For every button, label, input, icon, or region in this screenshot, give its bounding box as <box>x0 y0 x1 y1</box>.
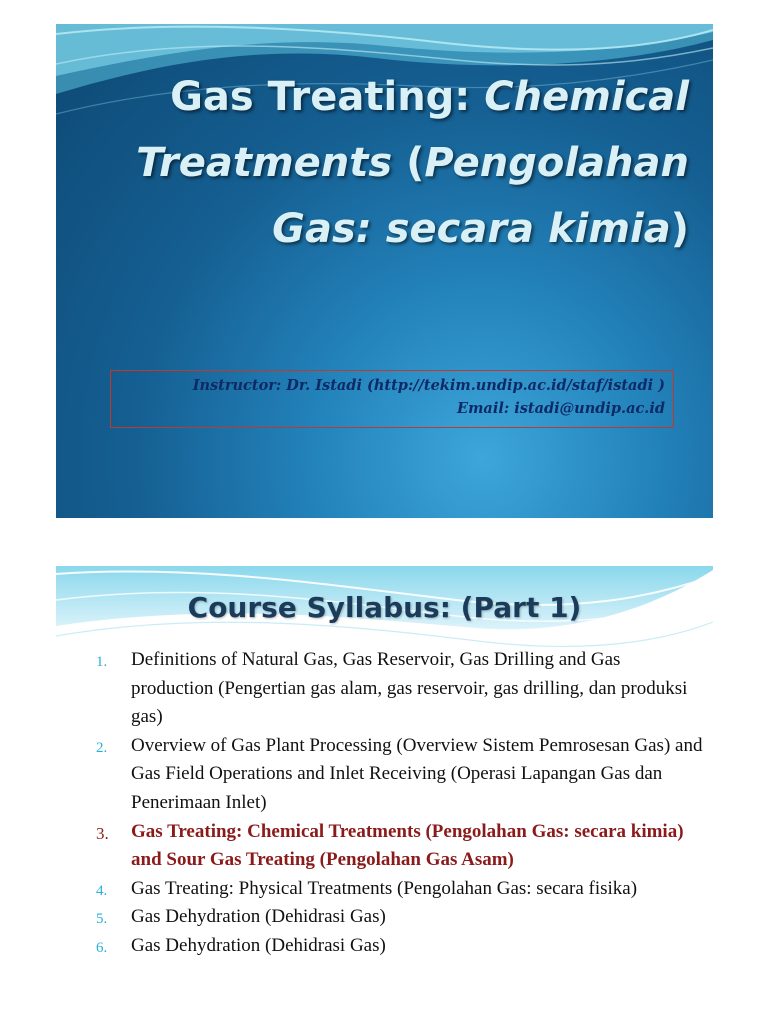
instructor-info-box <box>110 370 674 428</box>
list-item: 2. Overview of Gas Plant Processing (Overview Sistem Pemrosesan Gas) and Gas Field Operations and Inlet Receiving (Operasi Lapangan Gas dan Penerimaan Inlet) <box>96 734 703 813</box>
title-slide <box>56 24 713 518</box>
slide-title <box>89 64 689 262</box>
instructor-line: Instructor: Dr. Istadi (http://tekim.undip.ac.id/staf/istadi ) <box>192 377 665 394</box>
title-line-2: Treatments (Pengolahan <box>136 140 689 186</box>
list-item-highlighted: 3. Gas Treating: Chemical Treatments (Pengolahan Gas: secara kimia) and Sour Gas Treating (Pengolahan Gas Asam) <box>96 820 684 871</box>
syllabus-list <box>96 646 706 961</box>
list-item: 1. Definitions of Natural Gas, Gas Reservoir, Gas Drilling and Gas production (Pengertian gas alam, gas reservoir, gas drilling, dan produksi gas) <box>96 649 688 728</box>
title-line-1: Gas Treating: Chemical <box>170 74 689 120</box>
title-line-3: Gas: secara kimia) <box>272 206 689 252</box>
syllabus-slide <box>56 566 713 1024</box>
email-line: Email: istadi@undip.ac.id <box>457 400 665 417</box>
syllabus-title: Course Syllabus: (Part 1) <box>187 591 582 624</box>
list-item: 4. Gas Treating: Physical Treatments (Pengolahan Gas: secara fisika) <box>96 877 638 899</box>
list-item: 5. Gas Dehydration (Dehidrasi Gas) <box>96 906 386 928</box>
list-item: 6. Gas Dehydration (Dehidrasi Gas) <box>96 934 386 956</box>
